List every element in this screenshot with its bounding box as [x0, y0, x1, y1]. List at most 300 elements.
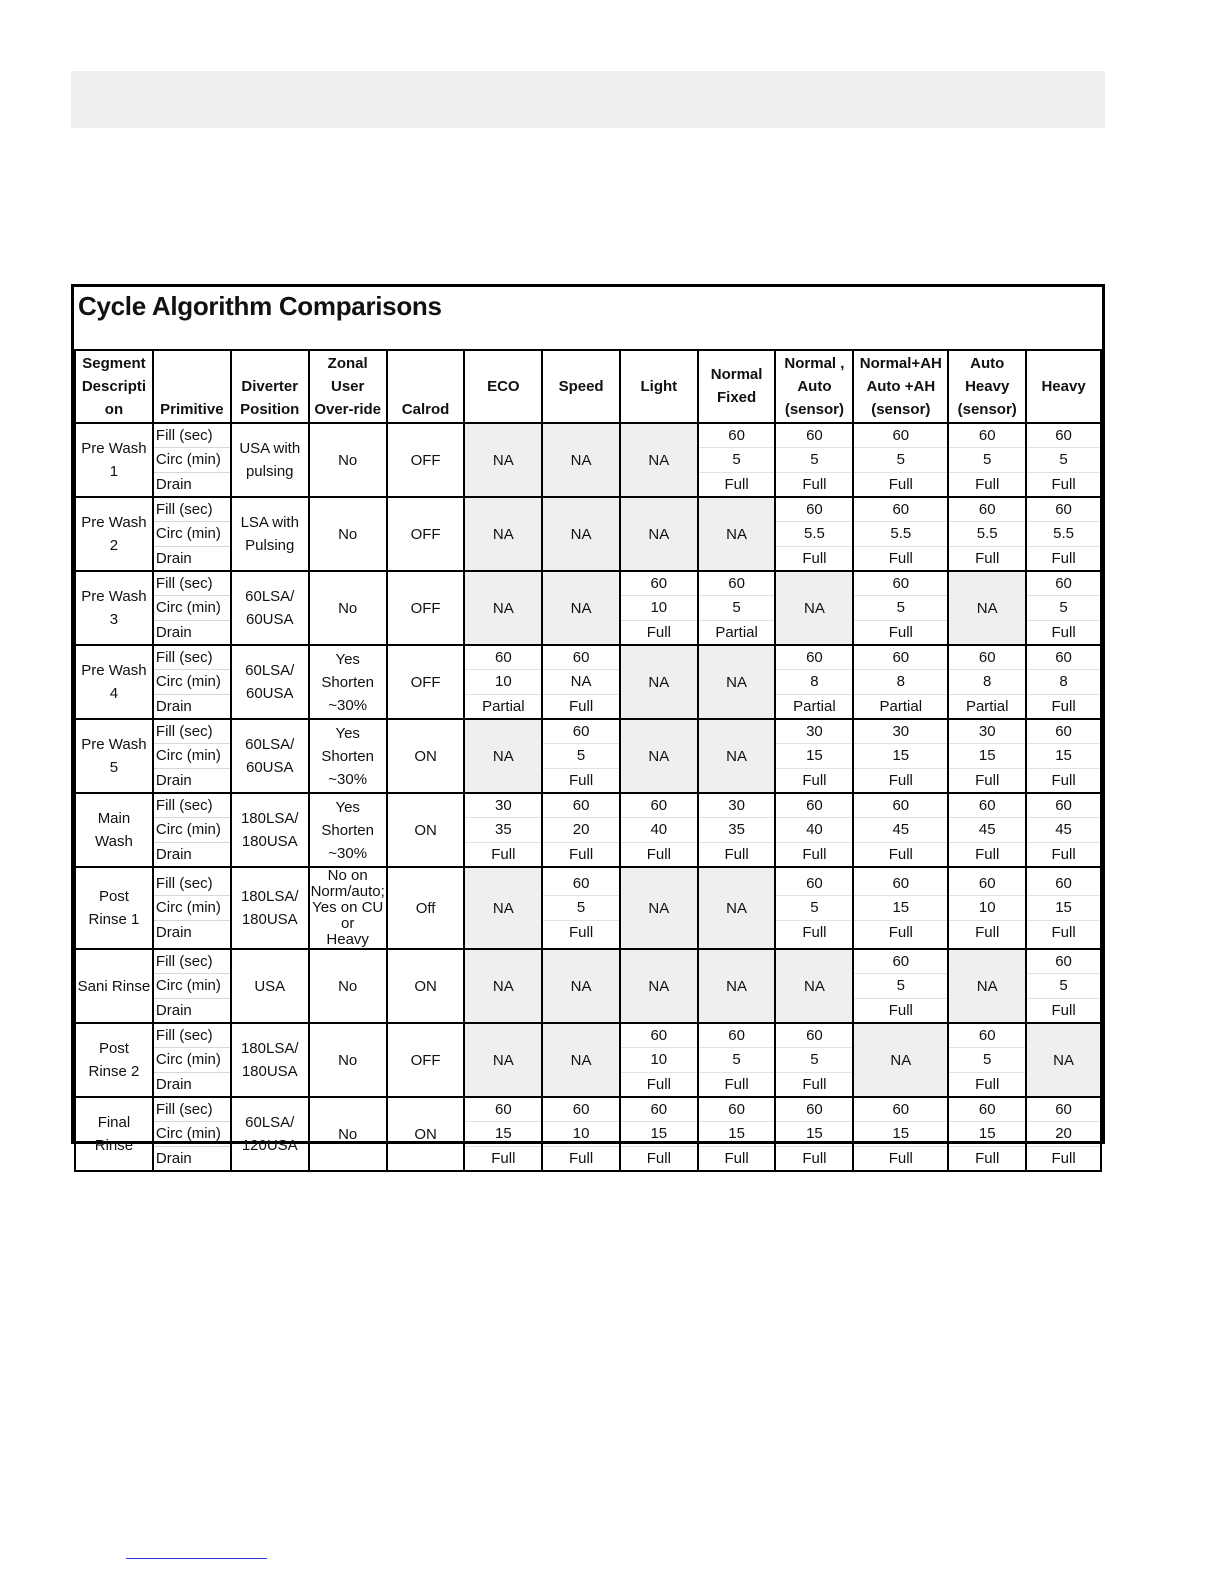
- cycle-value-cell: [853, 1097, 948, 1171]
- calrod-cell: ON: [387, 1097, 465, 1171]
- zonal-cell: [309, 423, 387, 497]
- text-line: Light: [640, 377, 678, 395]
- text-line: User: [331, 378, 365, 395]
- value-line: 60: [949, 1098, 1025, 1122]
- value-line: Full: [1051, 623, 1076, 641]
- primitive-label: Circ (min): [154, 896, 230, 920]
- cycle-value-cell: [948, 645, 1026, 719]
- cycle-comparison-table: [74, 349, 1102, 1172]
- primitive-label: Drain: [155, 1075, 192, 1093]
- text-line: 180LSA/: [240, 810, 299, 827]
- value-line: 10: [949, 896, 1025, 920]
- value-line: 15: [776, 1122, 852, 1146]
- cycle-value-cell: [542, 1097, 620, 1171]
- cycle-value-cell: NA: [542, 1023, 620, 1097]
- value-line: Full: [888, 771, 913, 789]
- value-line: 60: [776, 1024, 852, 1048]
- diverter-cell: [231, 719, 309, 793]
- calrod-cell: OFF: [387, 423, 465, 497]
- text-line: 180LSA/: [240, 1040, 299, 1057]
- value-line: 15: [854, 896, 947, 920]
- text-line: No: [338, 1051, 358, 1069]
- text-line: No: [338, 977, 358, 995]
- value-line: 60: [776, 646, 852, 670]
- text-line: Pulsing: [245, 537, 295, 554]
- zonal-cell: [309, 645, 387, 719]
- diverter-cell: [231, 423, 309, 497]
- cycle-value-cell: [464, 793, 542, 867]
- cycle-value-cell: [1026, 867, 1101, 949]
- header-cycle: [620, 350, 698, 423]
- text-line: No on: [327, 867, 368, 884]
- cycle-value-cell: [620, 1023, 698, 1097]
- text-line: 5: [109, 759, 119, 776]
- value-line: Full: [802, 1075, 827, 1093]
- cycle-value-cell: [853, 423, 948, 497]
- value-line: 30: [854, 720, 947, 744]
- table-row: [75, 1097, 1101, 1171]
- value-line: Full: [1051, 549, 1076, 567]
- table-row: [75, 571, 1101, 645]
- primitive-label: Fill (sec): [154, 720, 230, 744]
- diverter-cell: [231, 497, 309, 571]
- table-row: [75, 949, 1101, 1023]
- primitive-label: Drain: [155, 923, 192, 941]
- cycle-value-cell: [948, 793, 1026, 867]
- value-line: 60: [699, 424, 775, 448]
- table-row: [75, 497, 1101, 571]
- header-cycle: [464, 350, 542, 423]
- primitive-cell: [153, 793, 231, 867]
- calrod-cell: OFF: [387, 1023, 465, 1097]
- value-line: 5: [949, 1048, 1025, 1072]
- text-line: (sensor): [784, 401, 845, 418]
- cycle-value-cell: [620, 793, 698, 867]
- text-line: ~30%: [328, 770, 368, 788]
- value-line: Full: [888, 1001, 913, 1019]
- value-line: Full: [569, 771, 594, 789]
- value-line: 60: [621, 572, 697, 596]
- text-line: No: [338, 1125, 358, 1143]
- value-line: 60: [1027, 424, 1100, 448]
- value-line: 5.5: [854, 522, 947, 546]
- value-line: 15: [699, 1122, 775, 1146]
- cycle-value-cell: [542, 793, 620, 867]
- primitive-label: Circ (min): [154, 1122, 230, 1146]
- text-line: Auto: [797, 378, 832, 395]
- cycle-value-cell: NA: [464, 423, 542, 497]
- header-cycle: [1026, 350, 1101, 423]
- value-line: 15: [949, 744, 1025, 768]
- text-line: Auto +AH: [866, 378, 936, 395]
- diverter-cell: [231, 645, 309, 719]
- value-line: 60: [949, 498, 1025, 522]
- value-line: 60: [949, 646, 1025, 670]
- value-line: 15: [1027, 744, 1100, 768]
- cycle-value-cell: [948, 867, 1026, 949]
- value-line: 60: [776, 794, 852, 818]
- value-line: 60: [854, 950, 947, 974]
- value-line: 60: [949, 1024, 1025, 1048]
- primitive-label: Fill (sec): [154, 950, 230, 974]
- value-line: 60: [621, 1098, 697, 1122]
- cycle-value-cell: [1026, 949, 1101, 1023]
- cycle-value-cell: [775, 423, 853, 497]
- cycle-value-cell: NA: [542, 949, 620, 1023]
- primitive-cell: [153, 1097, 231, 1171]
- value-line: 15: [776, 744, 852, 768]
- cycle-value-cell: NA: [775, 571, 853, 645]
- value-line: 5: [776, 896, 852, 920]
- primitive-label: Circ (min): [154, 1048, 230, 1072]
- value-line: 60: [465, 1098, 541, 1122]
- value-line: 60: [543, 646, 619, 670]
- value-line: Full: [491, 845, 516, 863]
- table-row: [75, 867, 1101, 949]
- cycle-value-cell: NA: [948, 949, 1026, 1023]
- value-line: 20: [543, 818, 619, 842]
- value-line: 40: [776, 818, 852, 842]
- cycle-value-cell: [1026, 423, 1101, 497]
- primitive-label: Drain: [155, 1001, 192, 1019]
- zonal-cell: [309, 867, 387, 949]
- text-line: LSA with: [240, 514, 299, 531]
- text-line: Rinse 1: [88, 911, 140, 928]
- value-line: 40: [621, 818, 697, 842]
- text-line: Shorten: [321, 747, 374, 765]
- text-line: ~30%: [328, 696, 368, 714]
- value-line: Full: [569, 845, 594, 863]
- cycle-value-cell: [542, 719, 620, 793]
- segment-cell: [75, 423, 153, 497]
- primitive-label: Circ (min): [154, 448, 230, 472]
- value-line: 8: [776, 670, 852, 694]
- primitive-label: Drain: [155, 845, 192, 863]
- value-line: 60: [1027, 872, 1100, 896]
- value-line: 60: [854, 572, 947, 596]
- cycle-value-cell: NA: [542, 423, 620, 497]
- value-line: Full: [975, 923, 1000, 941]
- text-line: Fixed: [716, 389, 757, 406]
- cycle-value-cell: [948, 423, 1026, 497]
- value-line: 60: [699, 1098, 775, 1122]
- cycle-value-cell: [464, 1097, 542, 1171]
- cycle-value-cell: [775, 793, 853, 867]
- text-line: Auto: [970, 355, 1005, 372]
- text-line: Segment: [82, 355, 146, 372]
- value-line: Full: [491, 1149, 516, 1167]
- value-line: Full: [724, 475, 749, 493]
- primitive-cell: [153, 949, 231, 1023]
- value-line: Full: [802, 475, 827, 493]
- text-line: ~30%: [328, 844, 368, 862]
- text-line: Pre Wash: [81, 662, 147, 679]
- header-row: [75, 350, 1101, 423]
- value-line: Full: [888, 923, 913, 941]
- text-line: USA: [254, 977, 286, 995]
- value-line: Full: [802, 845, 827, 863]
- text-line: Norm/auto;: [310, 883, 385, 900]
- text-line: Rinse: [94, 1137, 134, 1154]
- zonal-cell: [309, 719, 387, 793]
- primitive-label: Fill (sec): [154, 872, 230, 896]
- cycle-value-cell: [853, 497, 948, 571]
- diverter-cell: [231, 949, 309, 1023]
- text-line: pulsing: [245, 463, 294, 480]
- primitive-label: Circ (min): [154, 744, 230, 768]
- text-line: Descripti: [81, 378, 147, 395]
- value-line: 60: [854, 424, 947, 448]
- cycle-value-cell: [853, 949, 948, 1023]
- cycle-value-cell: [1026, 1097, 1101, 1171]
- cycle-value-cell: [775, 497, 853, 571]
- cycle-value-cell: [698, 423, 776, 497]
- text-line: Normal ,: [784, 355, 845, 372]
- value-line: Partial: [715, 623, 758, 641]
- value-line: 5: [699, 1048, 775, 1072]
- primitive-cell: [153, 719, 231, 793]
- value-line: Full: [802, 1149, 827, 1167]
- header-diverter-position: [231, 350, 309, 423]
- value-line: Full: [888, 845, 913, 863]
- value-line: 60: [699, 1024, 775, 1048]
- value-line: Full: [888, 1149, 913, 1167]
- zonal-cell: [309, 793, 387, 867]
- value-line: Full: [1051, 771, 1076, 789]
- value-line: 30: [699, 794, 775, 818]
- value-line: Full: [724, 1075, 749, 1093]
- value-line: 30: [776, 720, 852, 744]
- cycle-value-cell: [542, 645, 620, 719]
- calrod-cell: ON: [387, 949, 465, 1023]
- text-line: Position: [240, 401, 300, 418]
- cycle-value-cell: [948, 1097, 1026, 1171]
- text-line: No: [338, 599, 358, 617]
- value-line: 60: [776, 872, 852, 896]
- text-line: 180USA: [241, 911, 298, 928]
- value-line: Full: [802, 549, 827, 567]
- value-line: 5: [1027, 974, 1100, 998]
- text-line: Pre Wash: [81, 514, 147, 531]
- value-line: Full: [646, 623, 671, 641]
- diverter-cell: [231, 867, 309, 949]
- value-line: 15: [949, 1122, 1025, 1146]
- value-line: Full: [569, 697, 594, 715]
- value-line: 60: [1027, 720, 1100, 744]
- text-line: 2: [109, 537, 119, 554]
- value-line: 60: [949, 794, 1025, 818]
- cycle-value-cell: [464, 645, 542, 719]
- cycle-value-cell: [853, 719, 948, 793]
- value-line: 45: [949, 818, 1025, 842]
- value-line: Full: [975, 1149, 1000, 1167]
- cycle-value-cell: NA: [464, 497, 542, 571]
- value-line: 10: [621, 1048, 697, 1072]
- primitive-label: Fill (sec): [154, 424, 230, 448]
- cycle-value-cell: NA: [464, 949, 542, 1023]
- text-line: 180LSA/: [240, 888, 299, 905]
- primitive-label: Fill (sec): [154, 572, 230, 596]
- value-line: Full: [646, 1149, 671, 1167]
- text-line: Yes: [335, 724, 360, 742]
- diverter-cell: [231, 1023, 309, 1097]
- cycle-value-cell: [1026, 571, 1101, 645]
- cycle-value-cell: [853, 793, 948, 867]
- value-line: 35: [465, 818, 541, 842]
- text-line: Pre Wash: [81, 736, 147, 753]
- calrod-cell: ON: [387, 719, 465, 793]
- text-line: Final: [97, 1114, 131, 1131]
- cycle-value-cell: [542, 867, 620, 949]
- value-line: 60: [776, 498, 852, 522]
- text-line: Diverter: [241, 378, 299, 395]
- value-line: 30: [465, 794, 541, 818]
- text-line: Heavy: [326, 931, 369, 948]
- value-line: 15: [1027, 896, 1100, 920]
- text-line: Yes on CU or: [312, 899, 384, 932]
- value-line: 8: [854, 670, 947, 694]
- cycle-value-cell: [1026, 497, 1101, 571]
- value-line: 60: [1027, 950, 1100, 974]
- value-line: 60: [621, 1024, 697, 1048]
- cycle-value-cell: NA: [464, 1023, 542, 1097]
- text-line: (sensor): [871, 401, 931, 418]
- value-line: 60: [854, 498, 947, 522]
- text-line: Normal: [710, 366, 763, 383]
- value-line: Full: [975, 1075, 1000, 1093]
- cycle-value-cell: [620, 571, 698, 645]
- value-line: 5: [854, 448, 947, 472]
- text-line: 4: [109, 685, 119, 702]
- cycle-value-cell: NA: [698, 719, 776, 793]
- cycle-value-cell: [948, 719, 1026, 793]
- value-line: Full: [975, 771, 1000, 789]
- primitive-label: Drain: [155, 475, 192, 493]
- value-line: Full: [888, 475, 913, 493]
- calrod-cell: ON: [387, 793, 465, 867]
- value-line: 60: [543, 794, 619, 818]
- zonal-cell: [309, 497, 387, 571]
- cycle-value-cell: NA: [620, 719, 698, 793]
- text-line: Sani Rinse: [77, 977, 151, 995]
- value-line: 15: [621, 1122, 697, 1146]
- table-title: Cycle Algorithm Comparisons: [78, 291, 442, 321]
- text-line: Post: [98, 888, 129, 905]
- diverter-cell: [231, 793, 309, 867]
- primitive-label: Drain: [155, 549, 192, 567]
- text-line: 60LSA/: [245, 662, 295, 679]
- segment-cell: [75, 571, 153, 645]
- cycle-value-cell: [775, 719, 853, 793]
- cycle-value-cell: NA: [1026, 1023, 1101, 1097]
- cycle-value-cell: [853, 571, 948, 645]
- text-line: Normal+AH: [859, 355, 942, 372]
- value-line: Full: [646, 1075, 671, 1093]
- value-line: 60: [949, 872, 1025, 896]
- header-calrod: Calrod: [387, 350, 465, 423]
- zonal-cell: [309, 571, 387, 645]
- primitive-label: Drain: [155, 771, 192, 789]
- calrod-cell: OFF: [387, 645, 465, 719]
- cycle-value-cell: [698, 793, 776, 867]
- cycle-value-cell: [775, 867, 853, 949]
- cycle-value-cell: [1026, 645, 1101, 719]
- value-line: 5: [699, 448, 775, 472]
- cycle-value-cell: NA: [542, 497, 620, 571]
- value-line: 60: [543, 872, 619, 896]
- primitive-label: Circ (min): [154, 818, 230, 842]
- primitive-cell: [153, 867, 231, 949]
- calrod-cell: Off: [387, 867, 465, 949]
- cycle-value-cell: NA: [464, 571, 542, 645]
- value-line: 35: [699, 818, 775, 842]
- text-line: Shorten: [321, 821, 374, 839]
- value-line: 5: [1027, 448, 1100, 472]
- value-line: Full: [569, 923, 594, 941]
- cycle-value-cell: NA: [698, 497, 776, 571]
- primitive-label: Circ (min): [154, 522, 230, 546]
- text-line: on: [104, 401, 124, 418]
- primitive-label: Drain: [155, 1149, 192, 1167]
- segment-cell: [75, 949, 153, 1023]
- header-cycle: [542, 350, 620, 423]
- header-primitive: Primitive: [153, 350, 231, 423]
- segment-cell: [75, 719, 153, 793]
- value-line: 15: [854, 1122, 947, 1146]
- table-row: [75, 423, 1101, 497]
- value-line: 60: [854, 646, 947, 670]
- header-cycle: [698, 350, 776, 423]
- text-line: 60USA: [245, 611, 294, 628]
- value-line: 60: [465, 646, 541, 670]
- table-row: [75, 793, 1101, 867]
- zonal-cell: [309, 949, 387, 1023]
- primitive-cell: [153, 571, 231, 645]
- header-cycle: [948, 350, 1026, 423]
- text-line: Pre Wash: [81, 588, 147, 605]
- cycle-value-cell: [698, 1097, 776, 1171]
- text-line: 120USA: [241, 1137, 298, 1154]
- segment-cell: [75, 867, 153, 949]
- segment-cell: [75, 1097, 153, 1171]
- value-line: Full: [975, 549, 1000, 567]
- cycle-value-cell: [698, 571, 776, 645]
- value-line: 5.5: [776, 522, 852, 546]
- value-line: 10: [465, 670, 541, 694]
- table-row: [75, 719, 1101, 793]
- segment-cell: [75, 497, 153, 571]
- zonal-cell: [309, 1023, 387, 1097]
- value-line: Full: [1051, 845, 1076, 863]
- text-line: ECO: [487, 377, 520, 395]
- segment-cell: [75, 645, 153, 719]
- value-line: 5: [854, 974, 947, 998]
- text-line: 1: [109, 463, 119, 480]
- text-line: Post: [98, 1040, 129, 1057]
- text-line: Rinse 2: [88, 1063, 140, 1080]
- value-line: 5: [1027, 596, 1100, 620]
- cycle-value-cell: [698, 1023, 776, 1097]
- text-line: USA with: [239, 440, 301, 457]
- cycle-value-cell: NA: [464, 867, 542, 949]
- primitive-label: Circ (min): [154, 596, 230, 620]
- cycle-value-cell: NA: [464, 719, 542, 793]
- primitive-label: Fill (sec): [154, 1098, 230, 1122]
- value-line: Full: [802, 923, 827, 941]
- text-line: 60LSA/: [245, 588, 295, 605]
- primitive-cell: [153, 645, 231, 719]
- value-line: 60: [949, 424, 1025, 448]
